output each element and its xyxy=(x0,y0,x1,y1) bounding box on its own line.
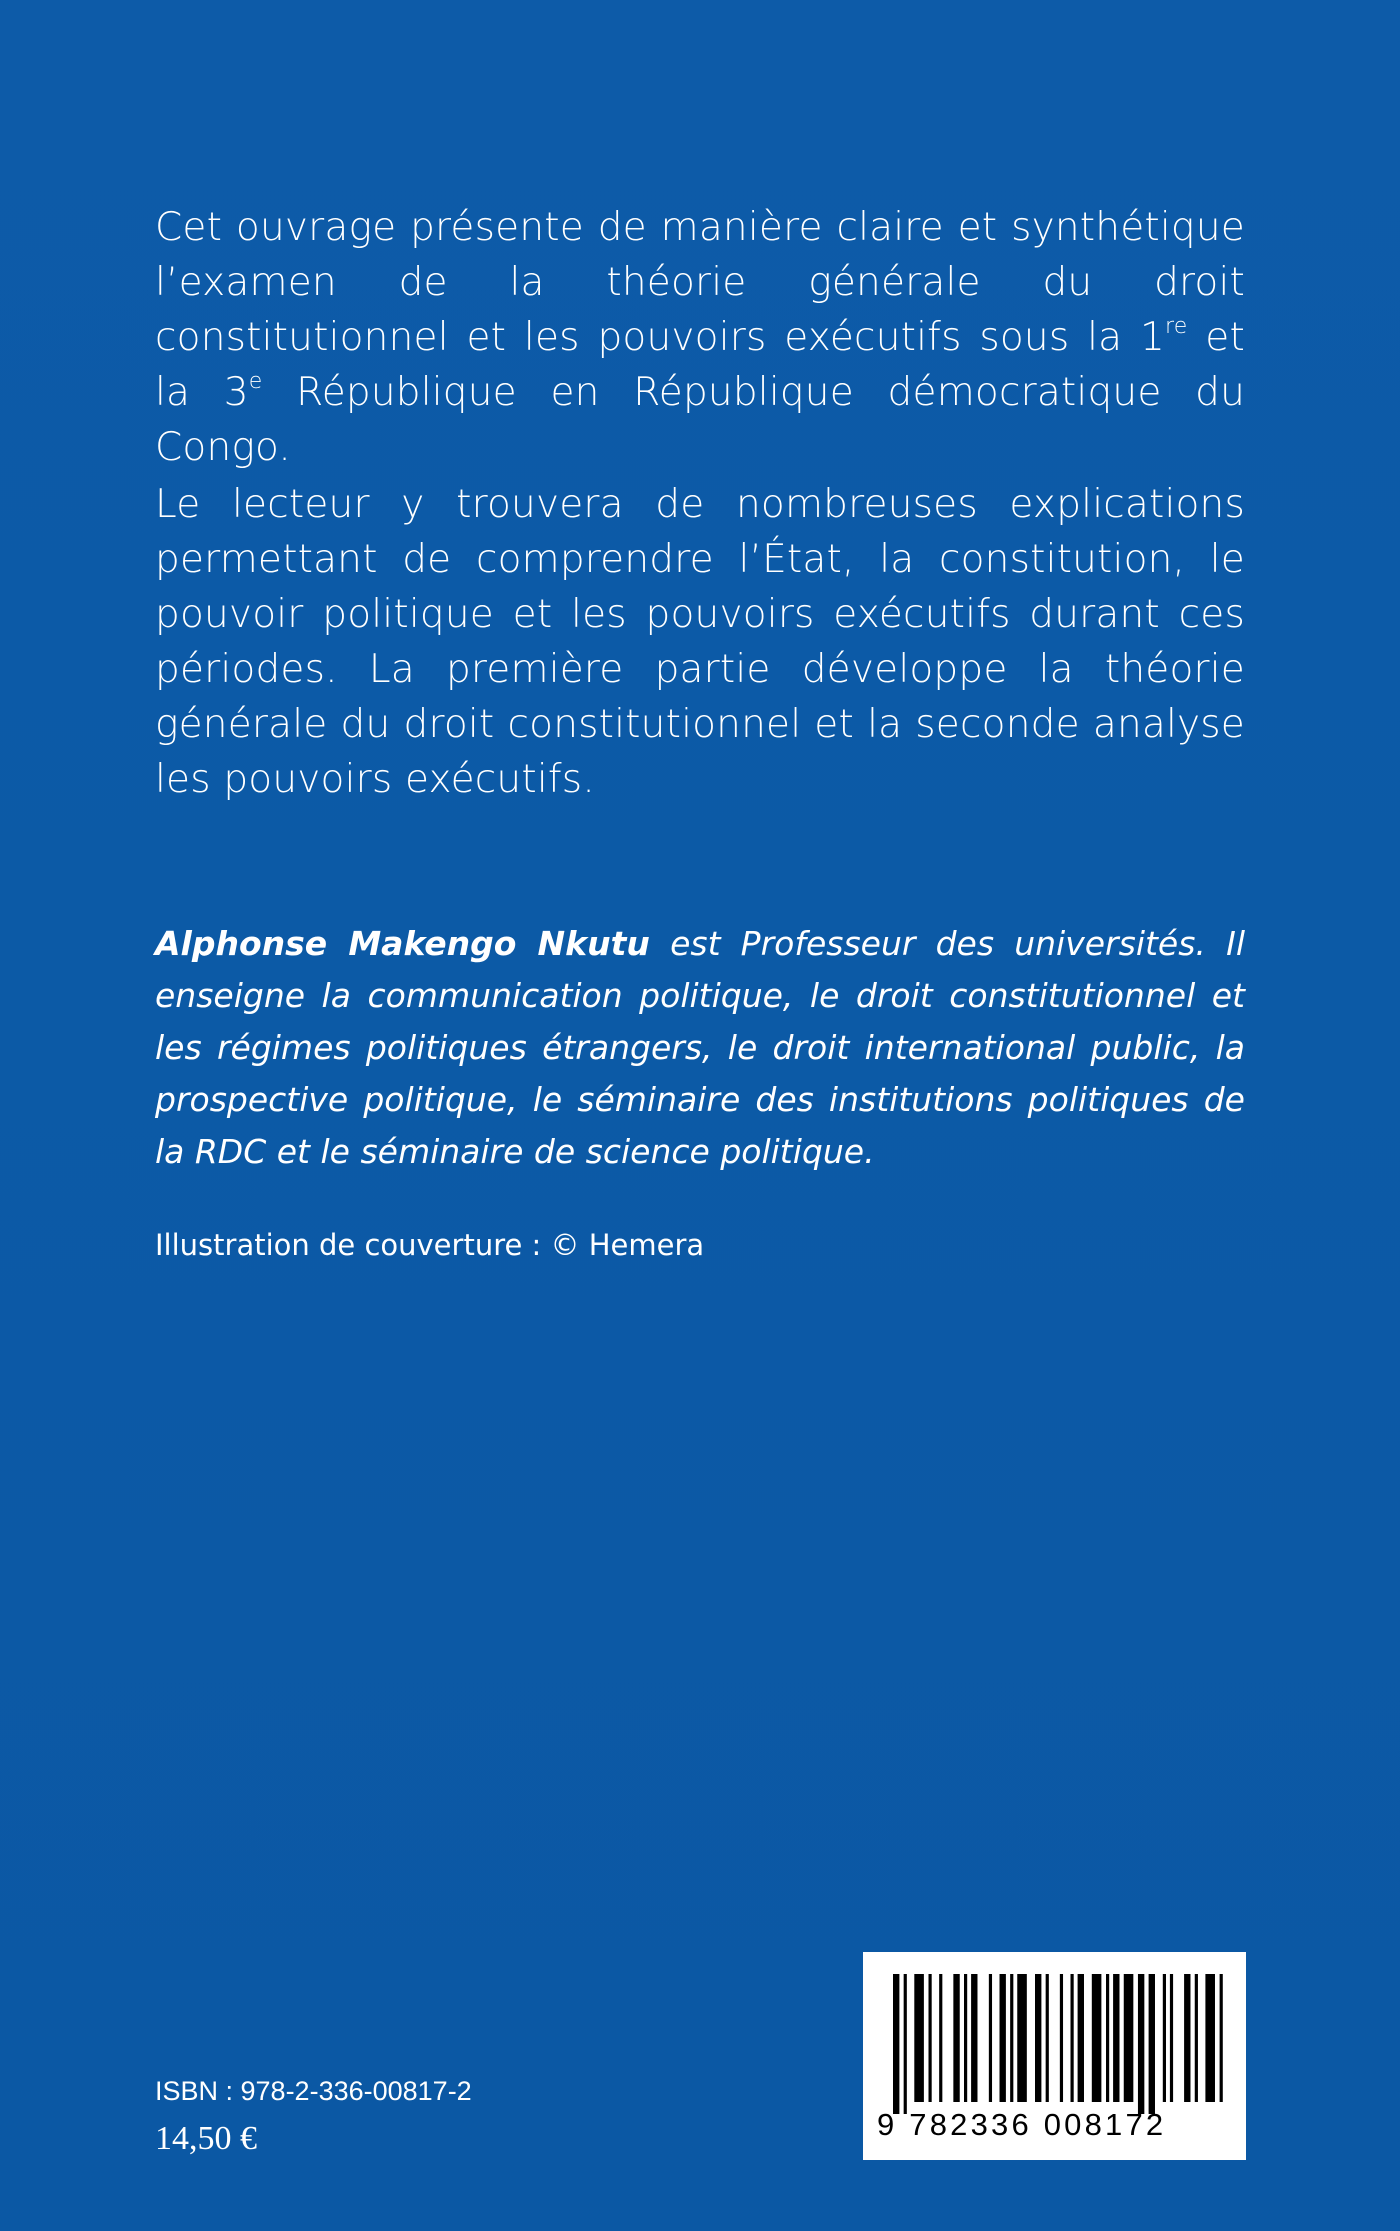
author-name: Alphonse Makengo Nkutu xyxy=(155,924,650,963)
barcode-bar xyxy=(1000,1974,1006,2102)
barcode-bar xyxy=(1092,1974,1102,2102)
barcode-bar xyxy=(1138,1974,1144,2114)
summary-text-1b: et la 3 xyxy=(155,315,1245,415)
barcode-bar xyxy=(1035,1974,1041,2102)
barcode-bar xyxy=(1163,1974,1166,2102)
summary-text-1c: République en République démocratique du Congo. xyxy=(155,370,1246,470)
barcode-bar xyxy=(1106,1974,1109,2102)
illustration-credit: Illustration de couverture : © Hemera xyxy=(155,1228,705,1262)
barcode-bar xyxy=(1046,1974,1049,2102)
barcode-bar xyxy=(893,1974,899,2114)
summary-text-2: Le lecteur y trouvera de nombreuses explications permettant de comprendre l’État, la constitution, le pouvoir politique et les pouvoirs exécutifs durant ces périodes. La première partie développe la théorie générale du droit constitutionnel et la seconde analyse les pouvoirs exécutifs. xyxy=(155,482,1245,802)
barcode-bar xyxy=(929,1974,932,2102)
barcode-bar xyxy=(1078,1974,1084,2102)
barcode-bar xyxy=(1124,1974,1134,2102)
barcode-bar xyxy=(1060,1974,1063,2102)
barcode-bar xyxy=(914,1974,924,2102)
barcode-bar xyxy=(989,1974,992,2102)
author-bio-text: est Professeur des universités. Il enseigne la communication politique, le droit constitutionnel et les régimes politiques étrangers, le droit international public, la prospective politique, le séminaire des institutions politiques de la RDC et le séminaire de science politique. xyxy=(155,924,1245,1171)
barcode-bar xyxy=(904,1974,907,2114)
barcode-bar xyxy=(964,1974,967,2102)
barcode-bar xyxy=(1205,1974,1215,2102)
barcode-bar xyxy=(1017,1974,1027,2102)
author-bio xyxy=(155,918,1245,1178)
barcode-bar xyxy=(939,1974,942,2102)
barcode-bar xyxy=(1010,1974,1013,2102)
superscript-re: re xyxy=(1165,314,1188,339)
price: 14,50 € xyxy=(155,2120,257,2157)
barcode xyxy=(863,1952,1246,2160)
summary-text-1a: Cet ouvrage présente de manière claire et synthétique l’examen de la théorie générale du droit constitutionnel et les pouvoirs exécutifs sous la 1 xyxy=(155,205,1245,360)
superscript-e: e xyxy=(248,369,263,394)
summary-paragraph-1 xyxy=(155,200,1245,475)
summary-paragraph-2 xyxy=(155,477,1245,807)
barcode-bar xyxy=(1113,1974,1119,2102)
barcode-bar xyxy=(1195,1974,1198,2102)
barcode-bar xyxy=(953,1974,959,2102)
barcode-bar xyxy=(1184,1974,1190,2102)
barcode-bar xyxy=(1170,1974,1173,2102)
barcode-bar xyxy=(1071,1974,1074,2102)
barcode-bar xyxy=(1149,1974,1155,2114)
barcode-bar xyxy=(971,1974,977,2102)
isbn: ISBN : 978-2-336-00817-2 xyxy=(155,2076,472,2106)
barcode-bar xyxy=(1220,1974,1223,2102)
barcode-digits: 9 782336 008172 xyxy=(877,2107,1167,2142)
